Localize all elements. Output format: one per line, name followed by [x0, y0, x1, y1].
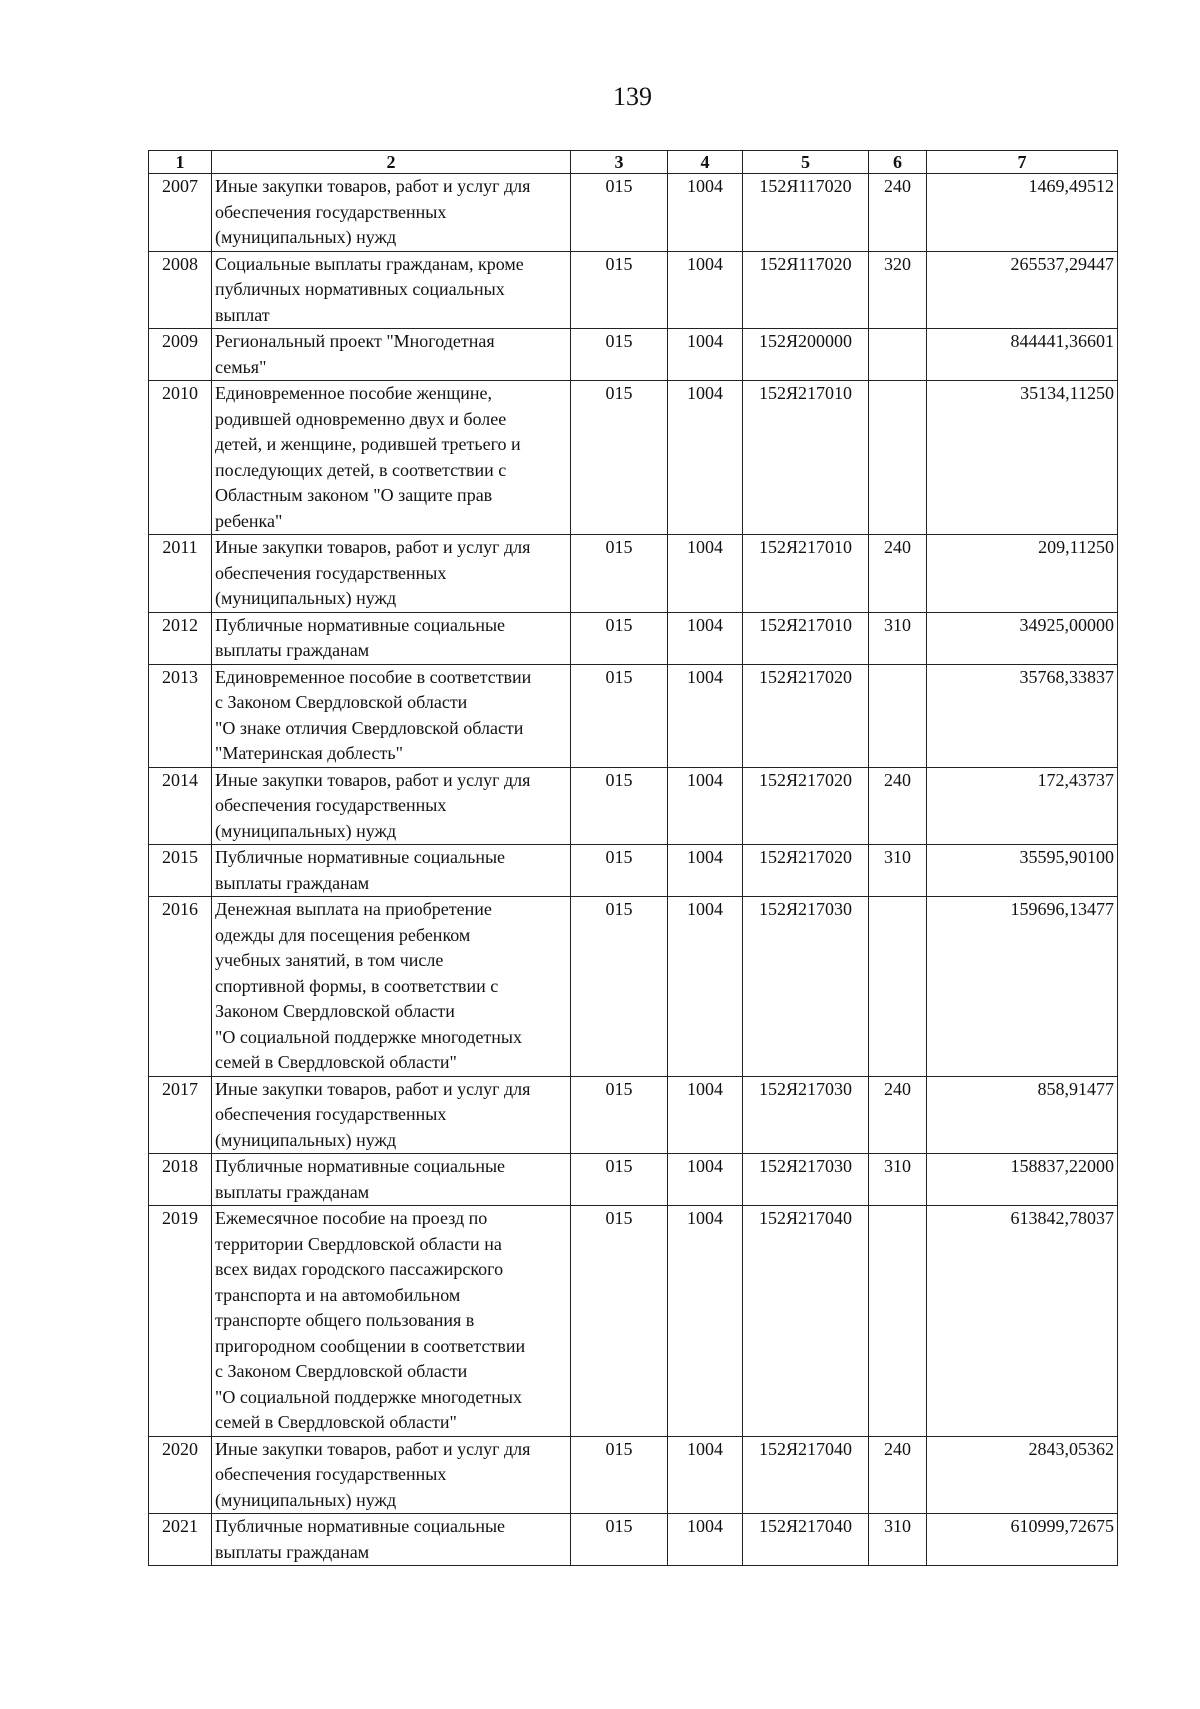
row-ministry-code: 015: [571, 1206, 668, 1437]
row-name-line: Публичные нормативные социальные: [215, 1516, 506, 1536]
row-name: [212, 251, 571, 329]
row-expense-type-code: [869, 381, 927, 535]
row-name-line: Иные закупки товаров, работ и услуг для: [215, 1078, 531, 1099]
row-expense-type-code: 320: [869, 251, 927, 329]
row-ministry-code: 015: [571, 535, 668, 613]
row-name: [212, 664, 571, 767]
row-name-line: Иные закупки товаров, работ и услуг для: [215, 176, 531, 196]
row-expense-type-code: [869, 329, 927, 381]
row-section-code: 1004: [668, 174, 743, 252]
table-row: [149, 251, 1118, 329]
row-name: [212, 329, 571, 381]
table-row: [149, 329, 1118, 381]
row-number: 2010: [149, 381, 212, 535]
row-name-line: публичных нормативных социальных: [215, 279, 505, 299]
row-name-line: Денежная выплата на приобретение: [215, 899, 492, 919]
row-name-line: (муниципальных) нужд: [215, 227, 397, 247]
row-name-line: Публичные нормативные социальные: [215, 847, 506, 867]
row-name-line: "О социальной поддержке многодетных: [215, 1026, 523, 1047]
row-name-line: (муниципальных) нужд: [215, 820, 397, 841]
row-ministry-code: 015: [571, 845, 668, 897]
row-expense-type-code: 240: [869, 767, 927, 845]
row-name-line: Публичные нормативные социальные: [215, 614, 506, 635]
row-name-line: Иные закупки товаров, работ и услуг для: [215, 769, 531, 790]
row-name-line: обеспечения государственных: [215, 562, 447, 583]
row-ministry-code: 015: [571, 612, 668, 664]
table-row: [149, 767, 1118, 845]
row-name-line: обеспечения государственных: [215, 201, 447, 222]
row-ministry-code: 015: [571, 1154, 668, 1206]
row-number: 2017: [149, 1076, 212, 1154]
page-number: 139: [613, 82, 652, 111]
row-number: 2016: [149, 897, 212, 1077]
row-amount: 858,91477: [927, 1076, 1118, 1154]
table-row: [149, 1076, 1118, 1154]
row-ministry-code: 015: [571, 251, 668, 329]
row-section-code: 1004: [668, 845, 743, 897]
row-name-line: выплаты гражданам: [215, 640, 370, 660]
row-name-line: территории Свердловской области на: [215, 1233, 502, 1254]
row-name-line: ребенка": [215, 510, 283, 531]
row-name-line: пригородном сообщении в соответствии: [215, 1335, 526, 1356]
row-amount: 209,11250: [927, 535, 1118, 613]
row-name: [212, 845, 571, 897]
row-name-line: "О знаке отличия Свердловской области: [215, 717, 524, 738]
row-number: 2007: [149, 174, 212, 252]
row-amount: 172,43737: [927, 767, 1118, 845]
row-name-line: одежды для посещения ребенком: [215, 924, 471, 945]
row-name-line: последующих детей, в соответствии с: [215, 459, 507, 480]
row-amount: 35768,33837: [927, 664, 1118, 767]
row-amount: 265537,29447: [927, 251, 1118, 329]
row-section-code: 1004: [668, 767, 743, 845]
row-section-code: 1004: [668, 329, 743, 381]
row-name-line: выплаты гражданам: [215, 1181, 370, 1202]
row-number: 2013: [149, 664, 212, 767]
row-expense-type-code: 240: [869, 1076, 927, 1154]
row-amount: 35595,90100: [927, 845, 1118, 897]
budget-table: [148, 150, 1118, 1566]
header-row: [149, 151, 1118, 174]
table-row: [149, 897, 1118, 1077]
row-number: 2020: [149, 1436, 212, 1514]
row-section-code: 1004: [668, 897, 743, 1077]
row-name-line: родившей одновременно двух и более: [215, 408, 507, 429]
row-name-line: выплаты гражданам: [215, 872, 370, 893]
row-ministry-code: 015: [571, 1436, 668, 1514]
row-name: [212, 1154, 571, 1206]
row-name: [212, 1514, 571, 1566]
table-row: [149, 612, 1118, 664]
header-col-3: 3: [571, 151, 668, 174]
row-ministry-code: 015: [571, 381, 668, 535]
row-ministry-code: 015: [571, 1076, 668, 1154]
row-name: [212, 535, 571, 613]
row-number: 2009: [149, 329, 212, 381]
row-expense-type-code: 310: [869, 1514, 927, 1566]
row-name-line: Законом Свердловской области: [215, 1001, 455, 1021]
row-name-line: "Материнская доблесть": [215, 743, 403, 763]
row-name-line: (муниципальных) нужд: [215, 588, 397, 608]
row-number: 2015: [149, 845, 212, 897]
row-name-line: с Законом Свердловской области: [215, 692, 468, 712]
row-target-code: 152Я217020: [743, 845, 869, 897]
row-name-line: Региональный проект "Многодетная: [215, 331, 495, 351]
header-col-6: 6: [869, 151, 927, 174]
row-number: 2012: [149, 612, 212, 664]
row-number: 2008: [149, 251, 212, 329]
table-row: [149, 1154, 1118, 1206]
row-section-code: 1004: [668, 251, 743, 329]
row-name: [212, 1436, 571, 1514]
row-name-line: (муниципальных) нужд: [215, 1489, 397, 1510]
row-name-line: всех видах городского пассажирского: [215, 1259, 504, 1279]
row-amount: 610999,72675: [927, 1514, 1118, 1566]
row-name-line: Единовременное пособие в соответствии: [215, 666, 532, 687]
row-name-line: Иные закупки товаров, работ и услуг для: [215, 537, 531, 557]
row-name: [212, 174, 571, 252]
row-number: 2014: [149, 767, 212, 845]
row-name-line: обеспечения государственных: [215, 795, 447, 815]
row-ministry-code: 015: [571, 174, 668, 252]
table-row: [149, 1206, 1118, 1437]
row-ministry-code: 015: [571, 664, 668, 767]
row-section-code: 1004: [668, 612, 743, 664]
row-number: 2021: [149, 1514, 212, 1566]
row-name: [212, 767, 571, 845]
table-row: [149, 664, 1118, 767]
row-expense-type-code: [869, 1206, 927, 1437]
row-name-line: учебных занятий, в том числе: [215, 950, 444, 970]
row-number: 2018: [149, 1154, 212, 1206]
row-amount: 1469,49512: [927, 174, 1118, 252]
row-target-code: 152Я117020: [743, 251, 869, 329]
row-name-line: обеспечения государственных: [215, 1104, 447, 1124]
row-expense-type-code: 310: [869, 845, 927, 897]
row-section-code: 1004: [668, 1154, 743, 1206]
table-body: [149, 174, 1118, 1566]
table-row: [149, 845, 1118, 897]
row-ministry-code: 015: [571, 1514, 668, 1566]
row-expense-type-code: [869, 897, 927, 1077]
row-section-code: 1004: [668, 1436, 743, 1514]
row-name-line: семей в Свердловской области": [215, 1412, 457, 1432]
row-expense-type-code: [869, 664, 927, 767]
row-name-line: (муниципальных) нужд: [215, 1129, 397, 1150]
row-target-code: 152Я117020: [743, 174, 869, 252]
table-row: [149, 1514, 1118, 1566]
row-name-line: Единовременное пособие женщине,: [215, 383, 493, 403]
row-amount: 613842,78037: [927, 1206, 1118, 1437]
header-col-5: 5: [743, 151, 869, 174]
row-name-line: "О социальной поддержке многодетных: [215, 1386, 523, 1407]
row-amount: 34925,00000: [927, 612, 1118, 664]
row-number: 2019: [149, 1206, 212, 1437]
row-target-code: 152Я217010: [743, 381, 869, 535]
row-ministry-code: 015: [571, 897, 668, 1077]
row-target-code: 152Я217020: [743, 767, 869, 845]
row-target-code: 152Я217030: [743, 1154, 869, 1206]
row-section-code: 1004: [668, 535, 743, 613]
row-name-line: Ежемесячное пособие на проезд по: [215, 1208, 488, 1228]
row-ministry-code: 015: [571, 329, 668, 381]
row-target-code: 152Я217040: [743, 1436, 869, 1514]
row-name-line: детей, и женщине, родившей третьего и: [215, 434, 521, 454]
row-name-line: транспорте общего пользования в: [215, 1310, 475, 1330]
row-name-line: семья": [215, 356, 267, 377]
table-row: [149, 1436, 1118, 1514]
row-amount: 158837,22000: [927, 1154, 1118, 1206]
row-expense-type-code: 240: [869, 174, 927, 252]
row-name-line: выплат: [215, 304, 270, 325]
row-ministry-code: 015: [571, 767, 668, 845]
row-name-line: спортивной формы, в соответствии с: [215, 975, 499, 996]
row-name-line: семей в Свердловской области": [215, 1052, 457, 1072]
row-target-code: 152Я200000: [743, 329, 869, 381]
row-section-code: 1004: [668, 1514, 743, 1566]
row-amount: 35134,11250: [927, 381, 1118, 535]
row-target-code: 152Я217010: [743, 535, 869, 613]
row-name: [212, 1206, 571, 1437]
table-row: [149, 381, 1118, 535]
row-amount: 2843,05362: [927, 1436, 1118, 1514]
row-target-code: 152Я217030: [743, 897, 869, 1077]
row-target-code: 152Я217010: [743, 612, 869, 664]
row-name-line: Социальные выплаты гражданам, кроме: [215, 253, 524, 274]
row-target-code: 152Я217040: [743, 1206, 869, 1437]
row-name-line: обеспечения государственных: [215, 1464, 447, 1484]
row-section-code: 1004: [668, 1076, 743, 1154]
header-col-4: 4: [668, 151, 743, 174]
row-expense-type-code: 310: [869, 1154, 927, 1206]
header-col-1: 1: [149, 151, 212, 174]
row-name: [212, 1076, 571, 1154]
row-name-line: с Законом Свердловской области: [215, 1361, 468, 1381]
row-name: [212, 612, 571, 664]
row-expense-type-code: 240: [869, 535, 927, 613]
row-amount: 844441,36601: [927, 329, 1118, 381]
row-section-code: 1004: [668, 381, 743, 535]
row-name-line: Иные закупки товаров, работ и услуг для: [215, 1438, 531, 1459]
row-name-line: Областным законом "О защите прав: [215, 485, 493, 505]
row-section-code: 1004: [668, 664, 743, 767]
row-expense-type-code: 240: [869, 1436, 927, 1514]
header-col-7: 7: [927, 151, 1118, 174]
row-section-code: 1004: [668, 1206, 743, 1437]
row-expense-type-code: 310: [869, 612, 927, 664]
table-row: [149, 535, 1118, 613]
row-number: 2011: [149, 535, 212, 613]
table-row: [149, 174, 1118, 252]
row-target-code: 152Я217040: [743, 1514, 869, 1566]
row-target-code: 152Я217030: [743, 1076, 869, 1154]
row-name-line: транспорта и на автомобильном: [215, 1284, 461, 1305]
row-amount: 159696,13477: [927, 897, 1118, 1077]
row-target-code: 152Я217020: [743, 664, 869, 767]
row-name: [212, 381, 571, 535]
row-name: [212, 897, 571, 1077]
row-name-line: выплаты гражданам: [215, 1541, 370, 1562]
row-name-line: Публичные нормативные социальные: [215, 1156, 506, 1176]
header-col-2: 2: [212, 151, 571, 174]
